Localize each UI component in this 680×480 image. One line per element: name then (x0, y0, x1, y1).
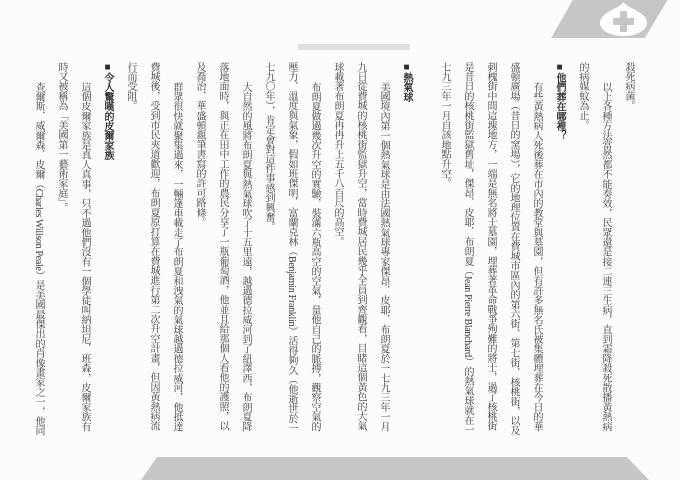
right-page (433, 62, 640, 440)
paragraph: 查爾斯．威爾森．皮爾（Charles Willson Peale）是美國最傑出的肖像畫家之一，他同 (33, 82, 44, 436)
page-top-rule (298, 44, 410, 50)
paragraph: 這個皮爾家族是真人真事，只不過他們沒有一個學徒叫納坦尼．班森，皮爾家族有時又被稱為「美國第一藝術家庭」。 (56, 62, 90, 432)
left-page (27, 62, 418, 440)
paragraph: 有些黃熱病人死後葬在市內的教堂與墓園，但有許多無名氏被集體埋葬在今日的華盛頓廣場（昔日的窯場），它的地理位置在費城市區內的第六街、第七街、核桃街，以及刺槐街中間這塊地方，一端是無名將士墓園，埋葬著革命戰爭殉難的將士，過了核桃街是昔日的核桃街監獄舊址，傑昂．皮耶．布朗夏（Jean Pierre Blanchard）的熱氣球就在一七九三年一月自該地點升空。 (439, 62, 542, 436)
paragraph: 布朗夏做過幾次升空的實驗，裝滿六瓶高空的空氣，量他自己的脈搏，觀察空氣的壓力、溫度與氣象，假如班傑明．富蘭克林（Benjamin Franklin）活得夠久（他逝世於一七九〇年），肯定會對這件事感到興奮。 (263, 62, 320, 433)
section-heading: ■熱氣球 (401, 62, 412, 102)
droplet-medical-icon (600, 2, 647, 36)
section-heading: ■令人驚嘆的皮爾家族 (102, 62, 113, 161)
section-heading: ■他們葬在哪裡？ (554, 62, 565, 141)
paragraph: 大自然的風將布朗夏與熱氣球吹了十五里遠，越過德拉威河到了紐澤西，布朗夏降落地面時，與正在田中工作的農民分享了一瓶葡萄酒，他並且給那個人看他的護照，以及喬治．華盛頓親筆書寫的許可路條。 (194, 62, 251, 432)
bottom-banner (138, 457, 650, 480)
paragraph: 以上各種方法當然都不能奏效，民眾還是接二連三生病，直到霜降殺死散播黃熱病的病媒蚊為止。 (577, 62, 611, 432)
paragraph: 群眾很快就聚集過來，一輛篷車載走了布朗夏和洩氣的氣球越過德拉威河，他抵達費城後，受到市民夾道歡迎，布朗夏原打算在費城進行第二次升空計畫，但因黃熱病流行而受阻。 (125, 62, 182, 432)
paragraph: 美國境內第一個熱氣球是由法國熱氣球專家傑昂．皮耶．布朗夏於一七九三年一月九日從費城的核桃街監獄升空，當時費城居民幾乎全員到齊觀看，目睹這個黃色的大氣球載著布朗夏冉冉升上五千八百尺的高空。 (332, 62, 389, 432)
paragraph: 殺死病菌。 (623, 62, 634, 111)
